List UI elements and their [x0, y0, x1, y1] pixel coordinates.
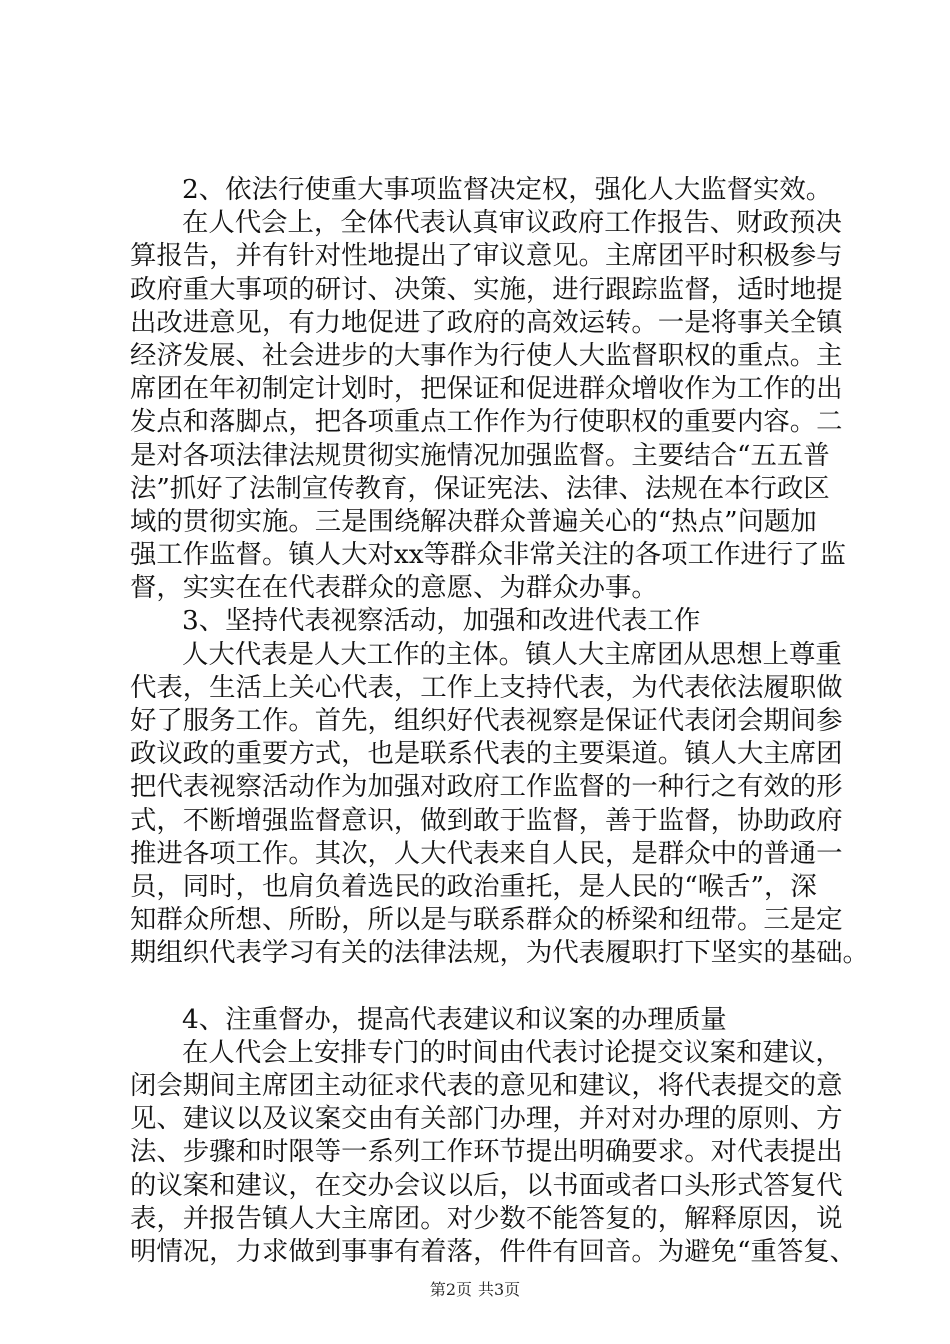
paragraph-line: 好了服务工作。首先，组织好代表视察是保证代表闭会期间参: [130, 705, 843, 736]
paragraph-line: 在人代会上安排专门的时间由代表讨论提交议案和建议，: [182, 1036, 842, 1068]
section-heading-4: 4、注重督办，提高代表建议和议案的办理质量: [182, 1003, 727, 1035]
section-heading-2: 2、依法行使重大事项监督决定权，强化人大监督实效。: [182, 174, 833, 205]
paragraph-line: 经济发展、社会进步的大事作为行使人大监督职权的重点。主: [130, 339, 843, 371]
paragraph-line: 算报告，并有针对性地提出了审议意见。主席团平时积极参与: [130, 240, 843, 272]
page-number: 第2页: [429, 1280, 472, 1299]
document-body: [130, 173, 869, 1268]
paragraph-line: 政议政的重要方式，也是联系代表的主要渠道。镇人大主席团: [130, 738, 843, 770]
paragraph-line: 明情况，力求做到事事有着落，件件有回音。为避免“重答复、: [130, 1236, 857, 1267]
paragraph-line: 把代表视察活动作为加强对政府工作监督的一种行之有效的形: [130, 771, 843, 803]
paragraph-line: 知群众所想、所盼，所以是与联系群众的桥梁和纽带。三是定: [130, 904, 843, 936]
blank-line: [130, 970, 850, 1003]
paragraph-line: 是对各项法律法规贯彻实施情况加强监督。主要结合“五五普: [130, 439, 830, 471]
paragraph-line: 发点和落脚点，把各项重点工作作为行使职权的重要内容。二: [130, 406, 843, 438]
paragraph-line: 出改进意见，有力地促进了政府的高效运转。一是将事关全镇: [130, 306, 843, 338]
paragraph-line: 员，同时，也肩负着选民的政治重托，是人民的“喉舌”，深: [130, 870, 817, 902]
paragraph-line: 式，不断增强监督意识，做到敢于监督，善于监督，协助政府: [130, 804, 843, 836]
paragraph-line: 域的贯彻实施。三是围绕解决群众普遍关心的“热点”问题加: [130, 505, 817, 537]
paragraph-line: 法”抓好了法制宣传教育，保证宪法、法律、法规在本行政区: [130, 472, 830, 504]
paragraph-line: 强工作监督。镇人大对xx等群众非常关注的各项工作进行了监: [130, 539, 846, 571]
paragraph-line: 见、建议以及议案交由有关部门办理，并对对办理的原则、方: [130, 1103, 843, 1135]
paragraph-line: 政府重大事项的研讨、决策、实施，进行跟踪监督，适时地提: [130, 273, 843, 305]
paragraph-line: 闭会期间主席团主动征求代表的意见和建议，将代表提交的意: [130, 1070, 843, 1102]
paragraph-line: 在人代会上，全体代表认真审议政府工作报告、财政预决: [182, 207, 842, 239]
section-heading-3: 3、坚持代表视察活动，加强和改进代表工作: [182, 605, 701, 637]
paragraph-line: 人大代表是人大工作的主体。镇人大主席团从思想上尊重: [182, 638, 842, 670]
paragraph-line: 的议案和建议，在交办会议以后，以书面或者口头形式答复代: [130, 1169, 843, 1201]
paragraph-line: 法、步骤和时限等一系列工作环节提出明确要求。对代表提出: [130, 1136, 843, 1168]
paragraph-line: 表，并报告镇人大主席团。对少数不能答复的，解释原因，说: [130, 1202, 843, 1234]
paragraph-line: 推进各项工作。其次，人大代表来自人民，是群众中的普通一: [130, 837, 843, 869]
paragraph-line: 席团在年初制定计划时，把保证和促进群众增收作为工作的出: [130, 373, 843, 405]
page-total: 共3页: [478, 1280, 521, 1299]
paragraph-line: 代表，生活上关心代表，工作上支持代表，为代表依法履职做: [130, 671, 843, 703]
page-footer: [0, 1280, 950, 1300]
paragraph-line: 督，实实在在代表群众的意愿、为群众办事。: [130, 572, 658, 604]
paragraph-line: 期组织代表学习有关的法律法规，为代表履职打下坚实的基础。: [130, 937, 869, 969]
